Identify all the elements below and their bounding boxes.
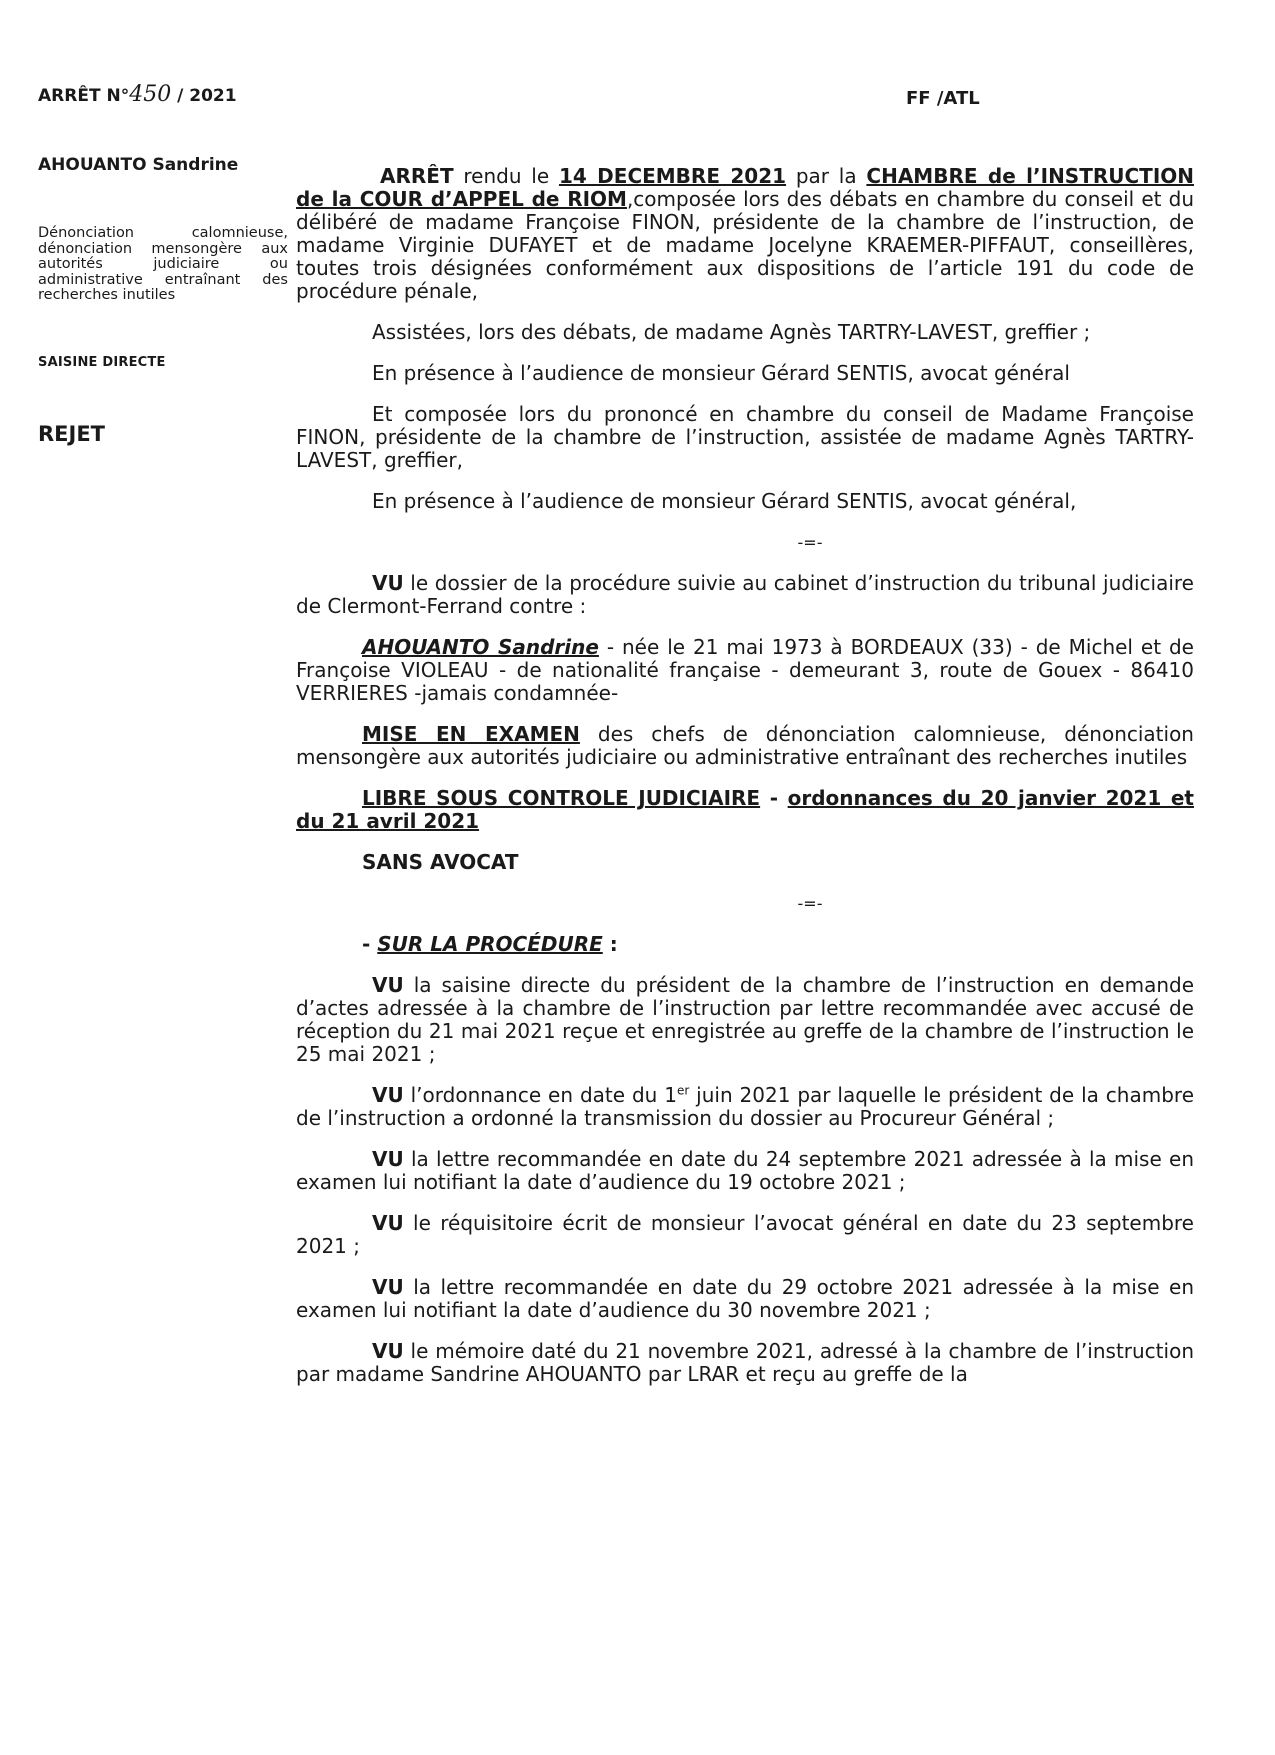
paragraph-composition: ARRÊT rendu le 14 DECEMBRE 2021 par la CHAMBRE de l’INSTRUCTION de la COUR d’APPEL de RIOM,composée lors des débats en chambre du conseil et du délibéré de madame Françoise FINON, présidente de la chambre de l’instruction, de madame Virginie DUFAYET et de madame Jocelyne KRAEMER-PIFFAUT, conseillères, toutes trois désignées conformément aux dispositions de l’article 191 du code de procédure pénale, — [296, 164, 1194, 303]
paragraph-vu-lettre-2: VU la lettre recommandée en date du 29 octobre 2021 adressée à la mise en examen lui notifiant la date d’audience du 30 novembre 2021 ; — [296, 1275, 1194, 1322]
clerk-initials: FF /ATL — [906, 88, 980, 109]
paragraph-vu-memoire: VU le mémoire daté du 21 novembre 2021, adressé à la chambre de l’instruction par madame Sandrine AHOUANTO par LRAR et reçu au greffe de la — [296, 1339, 1194, 1386]
paragraph-vu-lettre-1: VU la lettre recommandée en date du 24 septembre 2021 adressée à la mise en examen lui notifiant la date d’audience du 19 octobre 2021 ; — [296, 1147, 1194, 1194]
margin-party-name: AHOUANTO Sandrine — [38, 155, 239, 175]
margin-saisine: SAISINE DIRECTE — [38, 355, 166, 370]
paragraph-identity: AHOUANTO Sandrine - née le 21 mai 1973 à BORDEAUX (33) - de Michel et de Françoise VIOLEAU - de nationalité française - demeurant 3, route de Gouex - 86410 VERRIERES -jamais condamnée- — [296, 635, 1194, 705]
paragraph-prononce: Et composée lors du prononcé en chambre du conseil de Madame Françoise FINON, présidente de la chambre de l’instruction, assistée de madame Agnès TARTRY-LAVEST, greffier, — [296, 402, 1194, 472]
document-body — [296, 165, 1194, 1404]
paragraph-avocat-general: En présence à l’audience de monsieur Gérard SENTIS, avocat général — [372, 361, 1070, 385]
margin-offense: Dénonciation calomnieuse, dénonciation mensongère aux autorités judiciaire ou administrative entraînant des recherches inutiles — [38, 225, 288, 303]
paragraph-sans-avocat: SANS AVOCAT — [362, 850, 519, 874]
paragraph-greffier: Assistées, lors des débats, de madame Agnès TARTRY-LAVEST, greffier ; — [372, 320, 1091, 344]
separator: -=- — [797, 533, 823, 552]
margin-decision: REJET — [38, 422, 105, 446]
arret-number-header — [38, 82, 237, 107]
paragraph-vu-saisine: VU la saisine directe du président de la chambre de l’instruction en demande d’actes adressée à la chambre de l’instruction par lettre recommandée avec accusé de réception du 21 mai 2021 reçue et enregistrée au greffe de la chambre de l’instruction le 25 mai 2021 ; — [296, 973, 1194, 1066]
paragraph-vu-dossier: VU le dossier de la procédure suivie au cabinet d’instruction du tribunal judiciaire de Clermont-Ferrand contre : — [296, 571, 1194, 618]
section-heading-procedure: - SUR LA PROCÉDURE : — [362, 932, 618, 956]
paragraph-vu-ordonnance: VU l’ordonnance en date du 1er juin 2021 par laquelle le président de la chambre de l’instruction a ordonné la transmission du dossier au Procureur Général ; — [296, 1083, 1194, 1130]
separator-2: -=- — [797, 894, 823, 913]
arret-year: / 2021 — [177, 86, 237, 106]
paragraph-controle-judiciaire: LIBRE SOUS CONTROLE JUDICIAIRE - ordonnances du 20 janvier 2021 et du 21 avril 2021 — [296, 786, 1194, 833]
paragraph-vu-requisitoire: VU le réquisitoire écrit de monsieur l’avocat général en date du 23 septembre 2021 ; — [296, 1211, 1194, 1258]
arret-prefix: ARRÊT N° — [38, 86, 130, 106]
arret-number-handwritten: 450 — [129, 82, 172, 107]
paragraph-avocat-general-2: En présence à l’audience de monsieur Gérard SENTIS, avocat général, — [372, 489, 1077, 513]
paragraph-mise-en-examen: MISE EN EXAMEN des chefs de dénonciation calomnieuse, dénonciation mensongère aux autorités judiciaire ou administrative entraînant des recherches inutiles — [296, 722, 1194, 769]
